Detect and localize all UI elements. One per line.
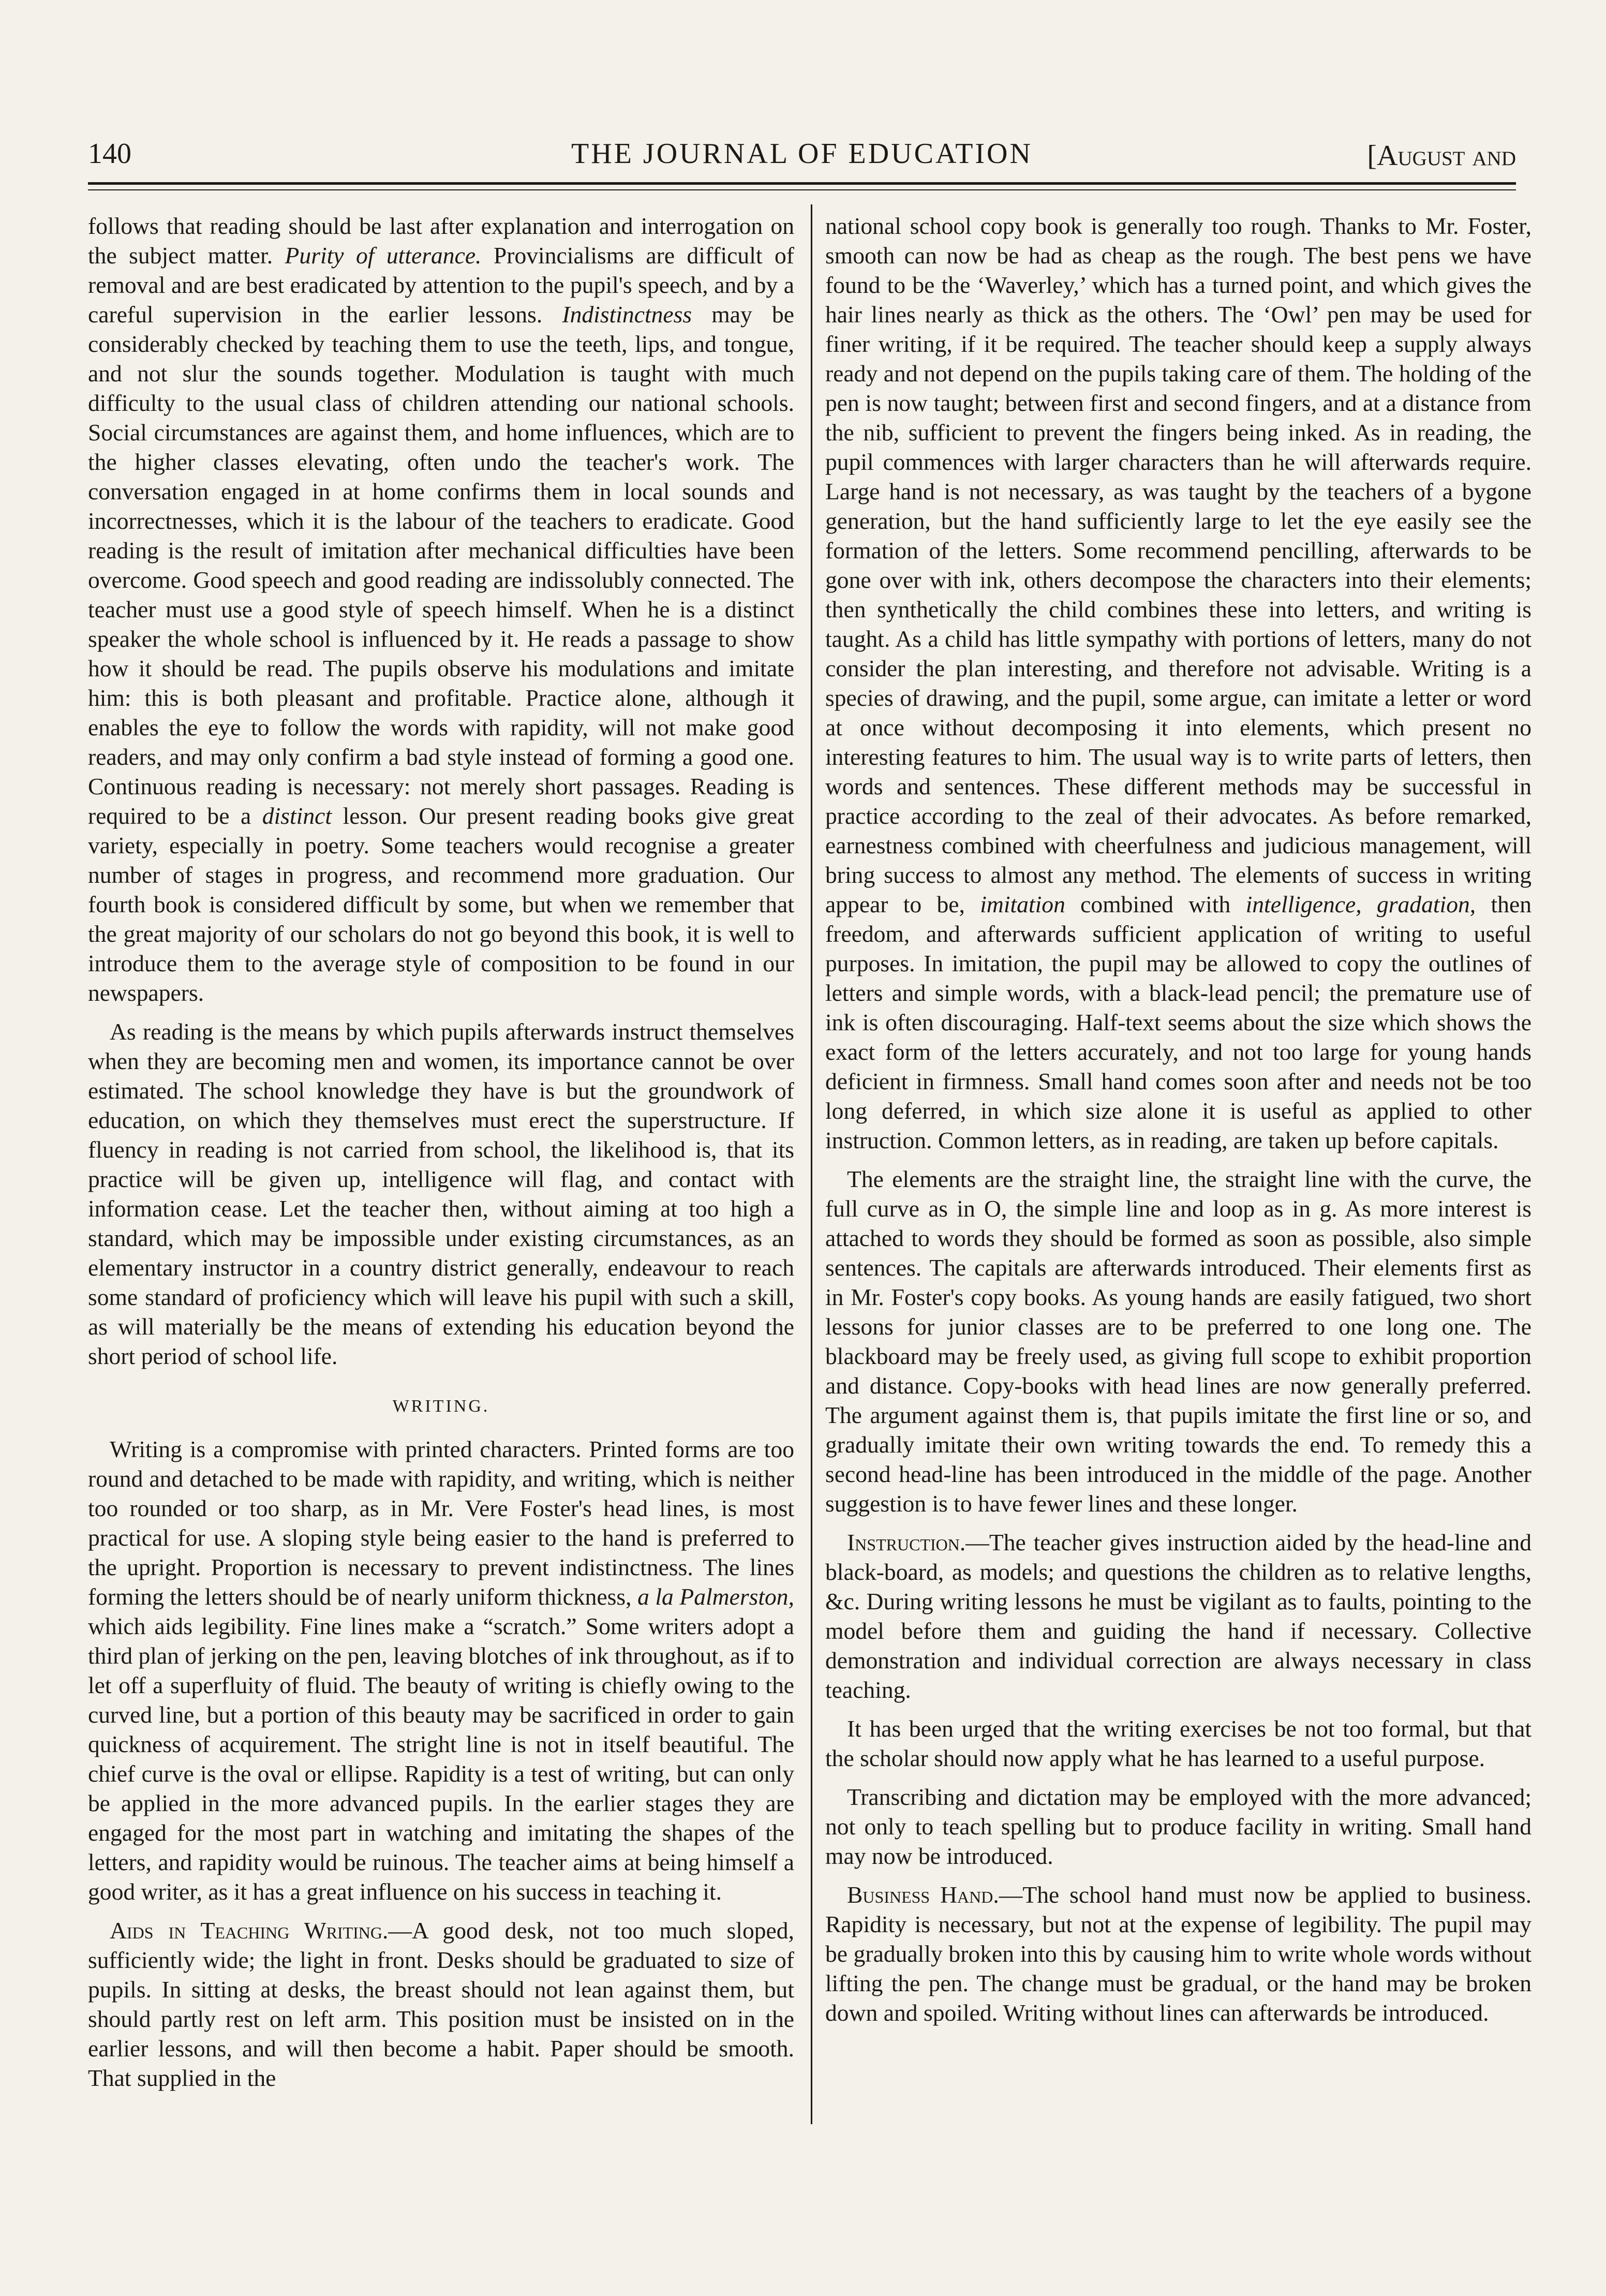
right-column (825, 211, 1531, 2105)
italic-run: distinct (262, 803, 332, 829)
journal-title: THE JOURNAL OF EDUCATION (571, 138, 1033, 170)
italic-run: Indistinctness (562, 301, 692, 328)
paragraph-exercises: It has been urged that the writing exercises be not too formal, but that the scholar should now apply what he has learned to a useful purpose. (825, 1715, 1531, 1771)
paragraph-reading-importance: As reading is the means by which pupils afterwards instruct themselves when they are becoming men and women, its importance cannot be over estimated. The school knowledge they have is but the groundwork of education, on which they themselves must erect the superstructure. If fluency in reading is not carried from school, the likelihood is, that its practice will be given up, intelligence will flag, and contact with information cease. Let the teacher then, without aiming at too high a standard, which may be impossible under existing circumstances, as an elementary instructor in a country district generally, endeavour to reach some standard of proficiency which will leave his pupil with such a skill, as will materially be the means of extending his education beyond the short period of school life. (88, 1018, 794, 1369)
text-run: combined with (1065, 891, 1246, 917)
text-run: Provincialisms are difficult of removal and are best eradicated by attention to the pupil's speech, and by a careful supervision in the earlier lessons. (88, 242, 794, 328)
paragraph-transcribing: Transcribing and dictation may be employed with the more advanced; not only to teach spelling but to produce facility in writing. Small hand may now be introduced. (825, 1784, 1531, 1869)
header-rule-thin (88, 189, 1516, 190)
paragraph-copy-books (825, 211, 1531, 1155)
paragraph-instruction (825, 1528, 1531, 1705)
text-run: national school copy book is generally too rough. Thanks to Mr. Foster, smooth can now be had as cheap as the rough. The best pens we have found to be the ‘Waverley,’ which has a turned point, and which gives the hair lines nearly as thick as the others. The ‘Owl’ pen may be used for finer writing, if it be required. The teacher should keep a supply always ready and not depend on the pupils taking care of them. The holding of the pen is now taught; between first and second fingers, and at a distance from the nib, sufficient to prevent the fingers being inked. As in reading, the pupil commences with larger characters than he will afterwards require. Large hand is not necessary, as was taught by the teachers of a bygone generation, but the hand sufficiently large to let the eye easily see the formation of the letters. Some recommend pencilling, afterwards to be gone over with ink, others decompose the characters into their elements; then synthetically the child combines these into letters, and writing is taught. As a child has little sympathy with portions of letters, many do not consider the plan interesting, and therefore not advisable. Writing is a species of drawing, and the pupil, some argue, can imitate a letter or word at once without decomposing it into elements, which present no interesting features to him. The usual way is to write parts of letters, then words and sentences. These different methods may be successful in practice according to the zeal of their advocates. As before remarked, earnestness combined with cheerfulness and judicious management, will bring success to almost any method. The elements of success in writing appear to be, (825, 213, 1531, 917)
text-run: —A good desk, not too much sloped, sufficiently wide; the light in front. Desks should be graduated to size of pupils. In sitting at desks, the breast should not lean against them, but should partly rest on left arm. This position must be insisted on in the earlier lessons, and will then become a habit. Paper should be smooth. That supplied in the (88, 1917, 794, 2091)
text-run: —The school hand must now be applied to business. Rapidity is necessary, but not at the expense of legibility. The pupil may be gradually broken into this by causing him to write whole words without lifting the pen. The change must be gradual, or the hand may be broken down and spoiled. Writing without lines can afterwards be introduced. (825, 1882, 1531, 2026)
header-rule-thick (88, 182, 1516, 185)
text-run: then freedom, and afterwards sufficient application of writing to useful purposes. In imitation, the pupil may be allowed to copy the outlines of letters and simple words, with a black-lead pencil; the premature use of ink is often discouraging. Half-text seems about the size which shows the exact form of the letters accurately, and not too large for young hands deficient in firmness. Small hand comes soon after and needs not be too long deferred, in which size alone it is useful as applied to other instruction. Common letters, as in reading, are taken up before capitals. (825, 891, 1531, 1153)
run-in-heading: Instruction. (847, 1529, 966, 1556)
paragraph-aids-in-teaching (88, 1916, 794, 2093)
text-run: follows that reading should be last after explanation and interrogation on the subject matter. (88, 213, 794, 269)
italic-run: a la Palmerston, (637, 1583, 794, 1610)
run-in-heading: Aids in Teaching Writing. (110, 1917, 389, 1944)
text-run: which aids legibility. Fine lines make a “scratch.” Some writers adopt a third plan of jerking on the pen, leaving blotches of ink throughout, as if to let off a superfluity of fluid. The beauty of writing is chiefly owing to the curved line, but a portion of this beauty may be sacrificed in order to gain quickness of acquirement. The stright line is not in itself beautiful. The chief curve is the oval or ellipse. Rapidity is a test of writing, but can only be applied in the more advanced pupils. In the earlier stages they are engaged for the most part in watching and imitating the shapes of the letters, and rapidity would be ruinous. The teacher aims at being himself a good writer, as it has a great influence on his success in teaching it. (88, 1613, 794, 1905)
page-number: 140 (88, 138, 131, 170)
paragraph-writing (88, 1434, 794, 1906)
paragraph-business-hand (825, 1880, 1531, 2027)
section-heading-writing: WRITING. (392, 1397, 490, 1416)
column-divider (811, 204, 812, 2124)
paragraph-elements: The elements are the straight line, the straight line with the curve, the full curve as in O, the simple line and loop as in g. As more interest is attached to words they should be formed as soon as possible, also simple sentences. The capitals are afterwards introduced. Their elements first as in Mr. Foster's copy books. As young hands are easily fatigued, two short lessons for junior classes are to be preferred to one long one. The blackboard may be freely used, as giving full scope to exhibit proportion and distance. Copy-books with head lines are now generally preferred. The argument against them is, that pupils imitate the first line or so, and gradually imitate their own writing towards the end. To remedy this a second head-line has been introduced in the middle of the page. Another suggestion is to have fewer lines and these longer. (825, 1166, 1531, 1517)
italic-run: imitation (980, 891, 1065, 917)
text-run: Writing is a compromise with printed characters. Printed forms are too round and detached to be made with rapidity, and writing, which is neither too rounded or too sharp, as in Mr. Vere Foster's head lines, is most practical for use. A sloping style being easier to the hand is preferred to the upright. Proportion is necessary to prevent indistinctness. The lines forming the letters should be of nearly uniform thickness, (88, 1436, 794, 1610)
text-run: may be considerably checked by teaching them to use the teeth, lips, and tongue, and not slur the sounds together. Modulation is taught with much difficulty to the usual class of children attending our national schools. Social circumstances are against them, and home influences, which are to the higher classes elevating, often undo the teacher's work. The conversation engaged in at home confirms them in local sounds and incorrectnesses, which it is the labour of the teachers to eradicate. Good reading is the result of imitation after mechanical difficulties have been overcome. Good speech and good reading are indissolubly connected. The teacher must use a good style of speech himself. When he is a distinct speaker the whole school is influenced by it. He reads a passage to show how it should be read. The pupils observe his modulations and imitate him: this is both pleasant and profitable. Practice alone, although it enables the eye to follow the words with rapidity, will not make good readers, and may only confirm a bad style instead of forming a good one. Continuous reading is necessary: not merely short passages. Reading is required to be a (88, 301, 794, 829)
italic-run: Purity of utterance. (285, 242, 482, 269)
paragraph-reading-continued (88, 211, 794, 1008)
text-run: —The teacher gives instruction aided by the head-line and black-board, as models; and questions the children as to relative lengths, &c. During writing lessons he must be vigilant as to faults, pointing to the model before them and guiding the hand if necessary. Collective demonstration and individual correction are always necessary in class teaching. (825, 1529, 1531, 1703)
running-date: [August and (1367, 140, 1516, 172)
italic-run: intelligence, gradation, (1245, 891, 1476, 917)
page-header (88, 136, 1516, 172)
left-column (88, 211, 794, 2105)
text-run: lesson. Our present reading books give great variety, especially in poetry. Some teachers would recognise a greater number of stages in progress, and recommend more graduation. Our fourth book is considered difficult by some, but when we remember that the great majority of our scholars do not go beyond this book, it is well to introduce them to the average style of composition to be found in our newspapers. (88, 803, 794, 1006)
run-in-heading: Business Hand. (847, 1882, 999, 1908)
